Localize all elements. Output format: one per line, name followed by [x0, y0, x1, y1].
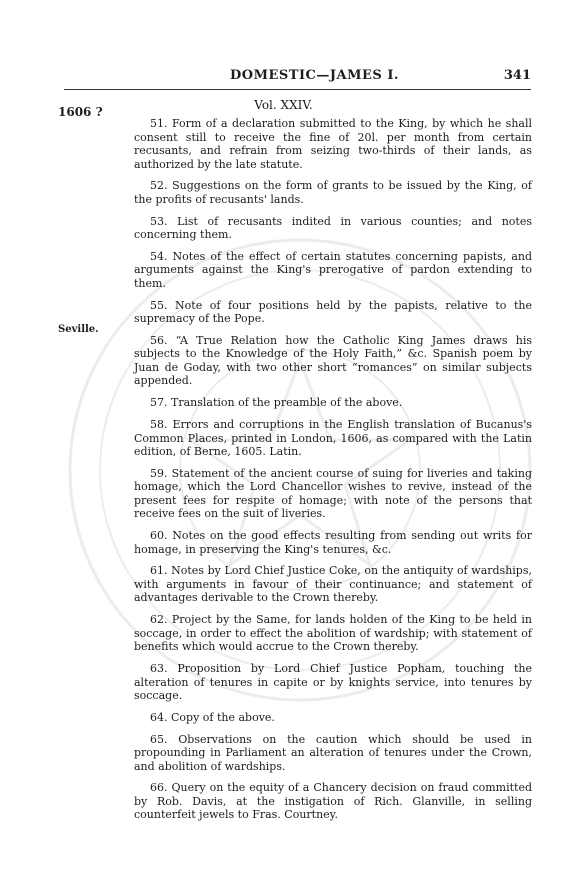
entry-58: 58. Errors and corruptions in the English translation of Bucanus's Common Places, printed in London, 1606, as compared with the Latin edition, of Berne, 1605. Latin.: [134, 418, 532, 459]
entry-61: 61. Notes by Lord Chief Justice Coke, on the antiquity of wardships, with arguments in favour of their continuance; and statement of advantages derivable to the Crown thereby.: [134, 564, 532, 605]
entry-59: 59. Statement of the ancient course of suing for liveries and taking homage, which the Lord Chancellor wishes to revive, instead of the present fees for respite of homage; with note of the persons that receive fees on the suit of liveries.: [134, 466, 532, 521]
entry-56: 56. “A True Relation how the Catholic King James draws his subjects to the Knowledge of the Holy Faith,” &c. Spanish poem by Juan de Goday, with two other short “romances” on similar subjects appended.: [134, 333, 532, 388]
entry-66: 66. Query on the equity of a Chancery decision on fraud committed by Rob. Davis, at the instigation of Rich. Glanville, in selling counterfeit jewels to Fras. Courtney.: [134, 781, 532, 822]
header-rule: [64, 89, 531, 90]
entry-list: [134, 117, 532, 830]
page-number: 341: [503, 68, 531, 83]
running-head: DOMESTIC—JAMES I.: [230, 68, 399, 83]
entry-53: 53. List of recusants indited in various counties; and notes concerning them.: [134, 214, 532, 242]
entry-57: 57. Translation of the preamble of the above.: [150, 396, 403, 410]
entry-55: 55. Note of four positions held by the papists, relative to the supremacy of the Pope.: [134, 298, 532, 326]
entry-65: 65. Observations on the caution which should be used in propounding in Parliament an alteration of tenures under the Crown, and abolition of wardships.: [134, 732, 532, 773]
margin-seville: Seville.: [58, 324, 99, 335]
page-header: [60, 68, 531, 88]
entry-60: 60. Notes on the good effects resulting from sending out writs for homage, in preserving the King's tenures, &c.: [134, 529, 532, 556]
entry-54: 54. Notes of the effect of certain statutes concerning papists, and arguments against the King's prerogative of pardon extending to them.: [134, 249, 532, 290]
entry-63: 63. Proposition by Lord Chief Justice Popham, touching the alteration of tenures in capite or by knights service, into tenures by soccage.: [134, 662, 532, 703]
margin-year: 1606 ?: [58, 105, 103, 119]
entry-64: 64. Copy of the above.: [150, 710, 275, 724]
entry-51: 51. Form of a declaration submitted to the King, by which he shall consent still to receive the fine of 20l. per month from certain recusants, and refrain from seizing two-thirds of their lands, as authorized by the late statute.: [134, 117, 532, 171]
entry-52: 52. Suggestions on the form of grants to be issued by the King, of the profits of recusants' lands.: [134, 179, 532, 206]
volume-heading: Vol. XXIV.: [254, 98, 313, 112]
entry-62: 62. Project by the Same, for lands holden of the King to be held in soccage, in order to effect the abolition of wardship; with statement of benefits which would accrue to the Crown thereby.: [134, 613, 532, 654]
